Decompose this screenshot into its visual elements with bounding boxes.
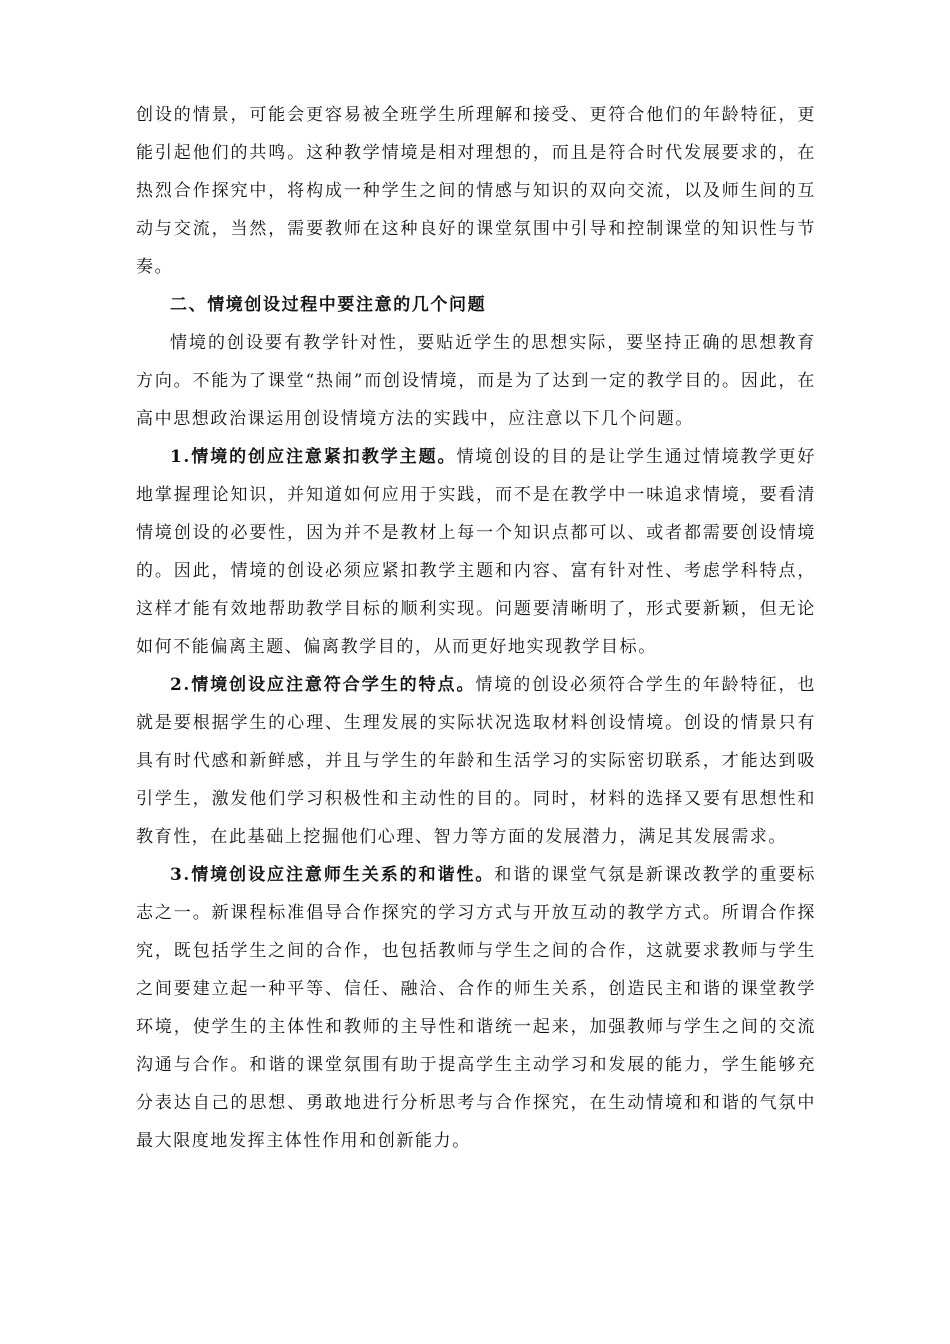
paragraph-intro: 情境的创设要有教学针对性，要贴近学生的思想实际，要坚持正确的思想教育方向。不能为了课堂“热闹”而创设情境，而是为了达到一定的教学目的。因此，在高中思想政治课运用创设情境方法的实践中，应注意以下几个问题。: [136, 333, 816, 429]
point-1-body: 情境创设的目的是让学生通过情境教学更好地掌握理论知识，并知道如何应用于实践，而不是在教学中一味追求情境，要看清情境创设的必要性，因为并不是教材上每一个知识点都可以、或者都需要创设情境的。因此，情境的创设必须应紧扣教学主题和内容、富有针对性、考虑学科特点，这样才能有效地帮助教学目标的顺利实现。问题要清晰明了，形式要新颖，但无论如何不能偏离主题、偏离教学目的，从而更好地实现教学目标。: [136, 447, 816, 657]
paragraph-point-2: [136, 666, 816, 856]
paragraph-continuation: 创设的情景，可能会更容易被全班学生所理解和接受、更符合他们的年龄特征，更能引起他们的共鸣。这种教学情境是相对理想的，而且是符合时代发展要求的，在热烈合作探究中，将构成一种学生之间的情感与知识的双向交流，以及师生间的互动与交流，当然，需要教师在这种良好的课堂氛围中引导和控制课堂的知识性与节奏。: [136, 105, 816, 277]
paragraph-point-3: [136, 856, 816, 1160]
point-3-title: 3.情境创设应注意师生关系的和谐性。: [170, 865, 495, 885]
point-3-body: 和谐的课堂气氛是新课改教学的重要标志之一。新课程标准倡导合作探究的学习方式与开放互动的教学方式。所谓合作探究，既包括学生之间的合作，也包括教师与学生之间的合作，这就要求教师与学生之间要建立起一种平等、信任、融洽、合作的师生关系，创造民主和谐的课堂教学环境，使学生的主体性和教师的主导性和谐统一起来，加强教师与学生之间的交流沟通与合作。和谐的课堂氛围有助于提高学生主动学习和发展的能力，学生能够充分表达自己的思想、勇敢地进行分析思考与合作探究，在生动情境和和谐的气氛中最大限度地发挥主体性作用和创新能力。: [136, 865, 816, 1151]
point-2-title: 2.情境创设应注意符合学生的特点。: [170, 675, 476, 695]
paragraph-point-1: [136, 438, 816, 666]
section-heading: 二、情境创设过程中要注意的几个问题: [170, 295, 487, 315]
point-2-body: 情境的创设必须符合学生的年龄特征，也就是要根据学生的心理、生理发展的实际状况选取材料创设情境。创设的情景只有具有时代感和新鲜感，并且与学生的年龄和生活学习的实际密切联系，才能达到吸引学生，激发他们学习积极性和主动性的目的。同时，材料的选择又要有思想性和教育性，在此基础上挖掘他们心理、智力等方面的发展潜力，满足其发展需求。: [136, 675, 816, 847]
point-1-title: 1.情境的创应注意紧扣教学主题。: [170, 447, 457, 467]
document-body: [136, 96, 816, 1160]
